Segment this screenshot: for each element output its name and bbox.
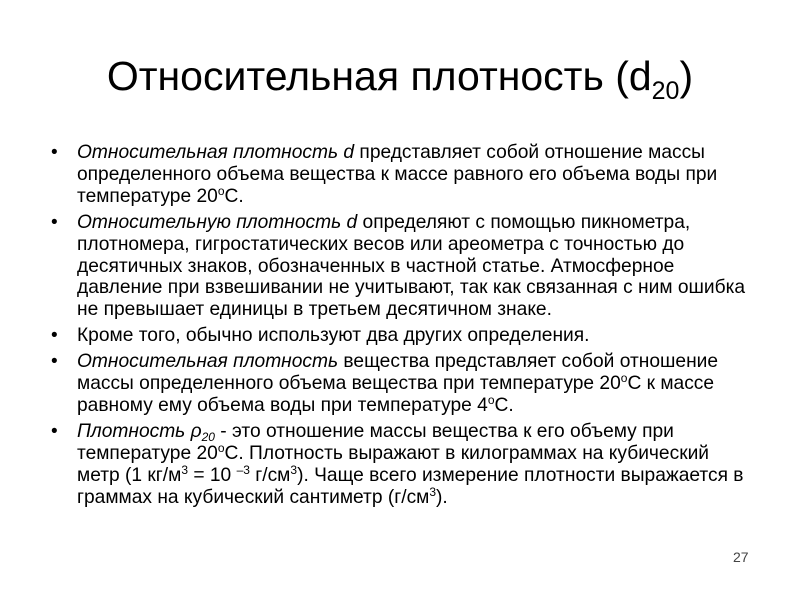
bullet-item [51,325,751,347]
bullet-text: = 10 [188,464,237,486]
title-close: ) [679,53,694,99]
title-subscript: 20 [651,77,680,105]
italic-term: Относительная плотность [77,351,339,373]
term-symbol: d [343,142,355,163]
density-subscript: 20 [201,429,215,444]
bullet-text: Кроме того, обычно используют два других определения. [77,325,590,347]
bullet-text: - это отношение массы вещества к его объему при температуре 20 [77,420,674,464]
page-number: 27 [733,549,749,565]
superscript: –3 [236,462,250,477]
bullet-text-end: С. [494,394,514,416]
italic-term: Относительную плотность [77,211,342,233]
italic-term: Относительная плотность [77,142,339,163]
bullet-item [51,212,751,322]
bullet-text-end: ). [436,486,448,508]
bullet-item [51,142,751,208]
degree-sign: о [217,183,225,198]
title-text: Относительная плотность (d [106,53,652,99]
term-symbol: d [346,211,358,233]
bullet-list [51,142,751,513]
superscript: 3 [290,462,298,477]
degree-sign: о [620,371,628,386]
bullet-icon: • [51,351,58,373]
bullet-text: ). Чаще всего измерение плотности выражается в граммах на кубический сантиметр (г/см [77,464,744,508]
bullet-text-end: С. [224,185,244,207]
bullet-icon: • [51,420,58,442]
superscript: 3 [181,462,189,477]
bullet-icon: • [51,142,58,163]
slide-title [0,52,800,105]
bullet-text: определяют с помощью пикнометра, плотномера, гигростатических весов или ареометра с точностью до десятичных знаков, обозначенных в частной статье. Атмосферное давление при взвешивании не учитывают, так как связанная с ним ошибка не превышает единицы в третьем десятичном знаке. [77,211,746,321]
bullet-text: С. Плотность выражают в килограммах на кубический метр (1 кг/м [77,442,710,486]
degree-sign: о [217,440,225,455]
bullet-icon: • [51,211,58,233]
bullet-text: представляет собой отношение массы определенного объема вещества к массе равного его объема воды при температуре 20 [77,142,718,207]
bullet-item [51,421,751,509]
degree-sign: о [487,392,495,407]
bullet-text: г/см [249,464,291,486]
italic-term: Плотность ρ [77,420,202,442]
superscript: 3 [429,484,437,499]
bullet-text: вещества представляет собой отношение массы определенного объема вещества при температуре 20 [77,351,719,395]
bullet-text: С к массе равному ему объема воды при температуре 4 [77,373,715,416]
bullet-item [51,351,751,417]
bullet-icon: • [51,325,58,347]
